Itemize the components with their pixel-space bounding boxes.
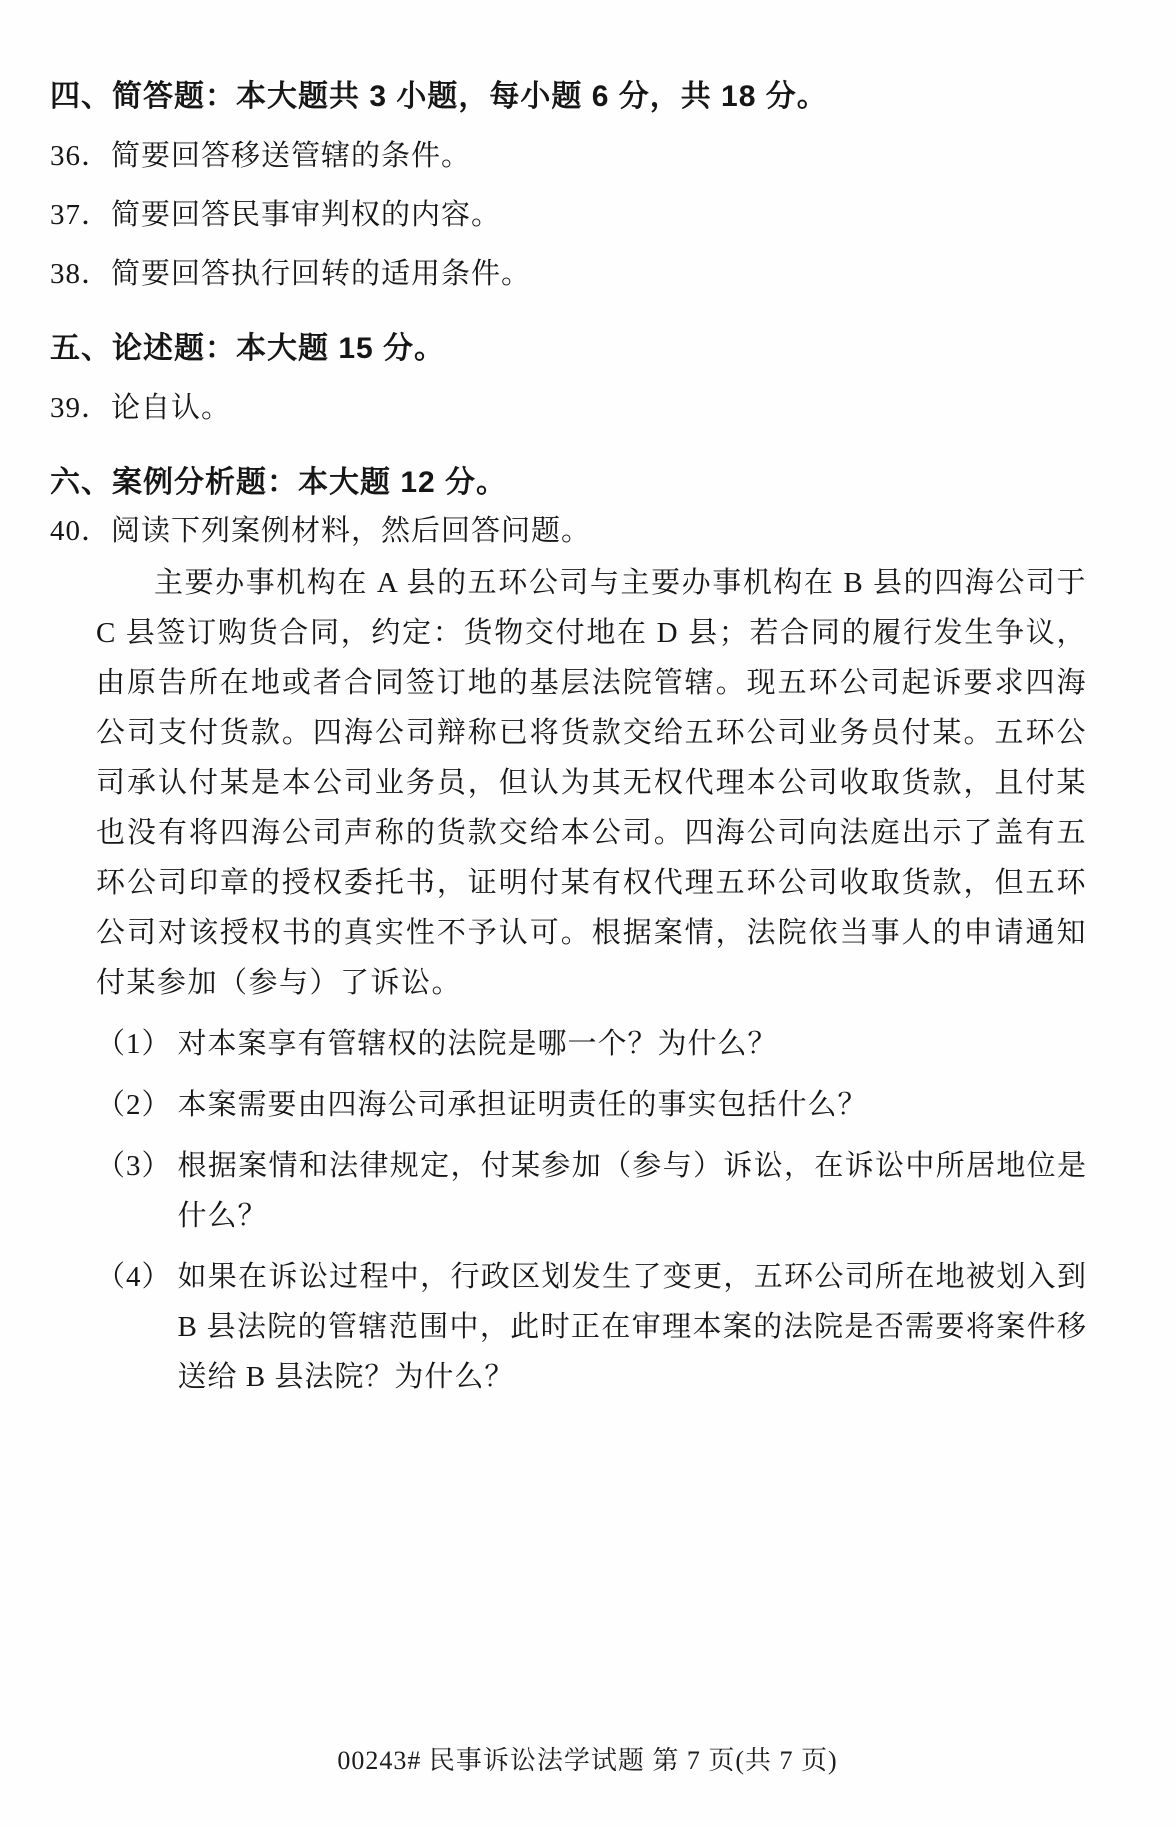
sub-question-number: （1） — [96, 1028, 172, 1060]
sub-question-text: 对本案享有管辖权的法院是哪一个？为什么？ — [177, 1028, 778, 1060]
section-essay — [50, 330, 1087, 427]
question-37 — [50, 196, 1087, 234]
question-number: 37． — [50, 199, 112, 231]
question-number: 39． — [50, 392, 112, 424]
sub-question-4 — [96, 1252, 1087, 1402]
question-38 — [50, 255, 1087, 293]
sub-question-3 — [96, 1141, 1087, 1241]
case-block — [96, 558, 1087, 1402]
sub-question-text: 本案需要由四海公司承担证明责任的事实包括什么？ — [177, 1089, 868, 1121]
case-material-paragraph: 主要办事机构在 A 县的五环公司与主要办事机构在 B 县的四海公司于 C 县签订购货合同，约定：货物交付地在 D 县；若合同的履行发生争议，由原告所在地或者合同签订地的基层法院管辖。现五环公司起诉要求四海公司支付货款。四海公司辩称已将货款交给五环公司业务员付某。五环公司承认付某是本公司业务员，但认为其无权代理本公司收取货款，且付某也没有将四海公司声称的货款交给本公司。四海公司向法庭出示了盖有五环公司印章的授权委托书，证明付某有权代理五环公司收取货款，但五环公司对该授权书的真实性不予认可。根据案情，法院依当事人的申请通知付某参加（参与）了诉讼。 — [96, 567, 1087, 999]
question-text: 简要回答民事审判权的内容。 — [111, 199, 502, 231]
question-number: 36． — [50, 140, 112, 172]
section-heading-4: 四、简答题：本大题共 3 小题，每小题 6 分，共 18 分。 — [50, 80, 828, 113]
sub-question-number: （2） — [96, 1089, 172, 1121]
sub-question-text: 如果在诉讼过程中，行政区划发生了变更，五环公司所在地被划入到 B 县法院的管辖范围中，此时正在审理本案的法院是否需要将案件移送给 B 县法院？为什么？ — [177, 1261, 1087, 1393]
section-case-analysis — [50, 464, 1087, 1402]
sub-question-number: （4） — [96, 1261, 172, 1293]
question-number: 40． — [50, 515, 112, 547]
page-footer: 00243# 民事诉讼法学试题 第 7 页(共 7 页) — [337, 1746, 838, 1775]
sub-question-1 — [96, 1019, 1087, 1069]
question-number: 38． — [50, 258, 112, 290]
section-short-answer — [50, 78, 1087, 293]
section-heading-5: 五、论述题：本大题 15 分。 — [50, 332, 446, 365]
section-heading-6: 六、案例分析题：本大题 12 分。 — [50, 466, 508, 499]
sub-question-number: （3） — [96, 1150, 172, 1182]
question-36 — [50, 137, 1087, 175]
question-40 — [50, 512, 1087, 550]
question-text: 论自认。 — [111, 392, 232, 424]
question-text: 简要回答移送管辖的条件。 — [111, 140, 472, 172]
question-39 — [50, 389, 1087, 427]
sub-question-2 — [96, 1080, 1087, 1130]
question-text: 简要回答执行回转的适用条件。 — [111, 258, 532, 290]
sub-question-text: 根据案情和法律规定，付某参加（参与）诉讼，在诉讼中所居地位是什么？ — [177, 1150, 1087, 1232]
question-text: 阅读下列案例材料，然后回答问题。 — [111, 515, 592, 547]
